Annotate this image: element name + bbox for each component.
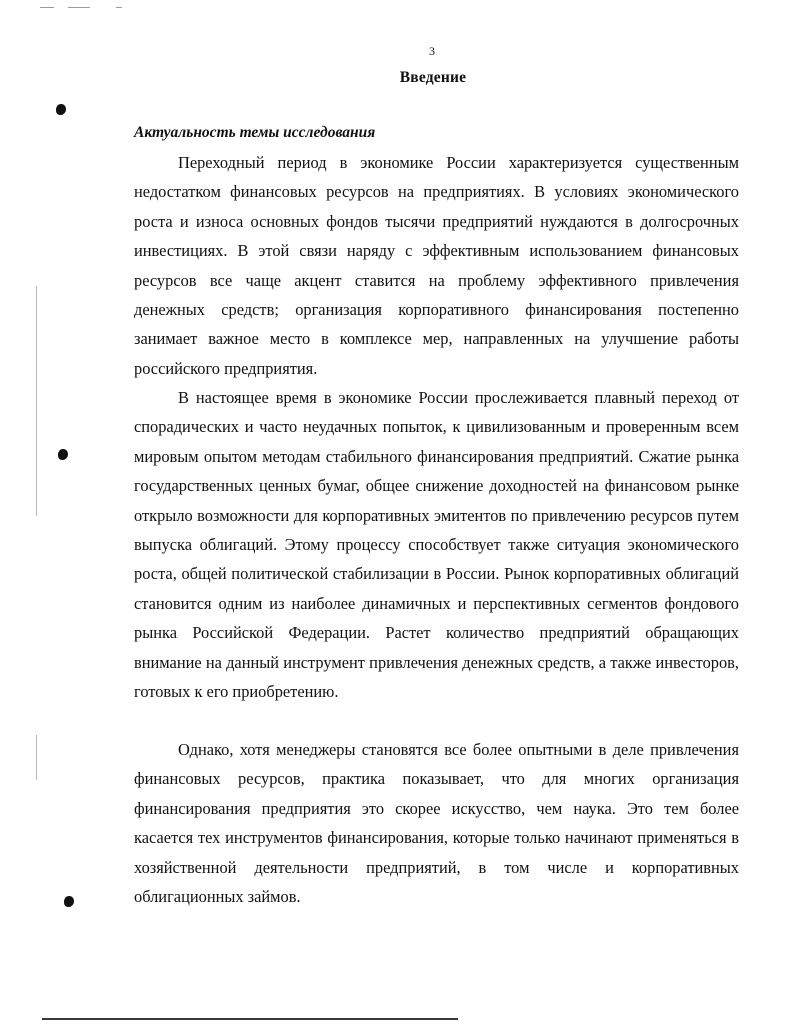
scan-mark [40, 7, 54, 8]
page-number: 3 [429, 44, 435, 58]
scan-mark [116, 7, 122, 8]
section-heading: Актуальность темы исследования [134, 124, 376, 141]
binder-hole-icon [56, 104, 66, 115]
scan-edge-line [36, 735, 37, 780]
bottom-rule [42, 1018, 458, 1020]
scan-mark [68, 7, 90, 8]
paragraph: Однако, хотя менеджеры становятся все более опытными в деле привлечения финансовых ресурсов, практика показывает, что для многих организация финансирования предприятия это скорее искусство, чем наука. Это тем более касается тех инструментов финансирования, которые только начинают применяться в хозяйственной деятельности предприятий, в том числе и корпоративных облигационных займов. [134, 740, 739, 907]
scan-edge-line [36, 286, 37, 516]
paragraph: Переходный период в экономике России характеризуется существенным недостатком финансовых ресурсов на предприятиях. В условиях экономического роста и износа основных фондов тысячи предприятий нуждаются в долгосрочных инвестициях. В этой связи наряду с эффективным использованием финансовых ресурсов все чаще акцент ставится на проблему эффективного привлечения денежных средств; организация корпоративного финансирования постепенно занимает важное место в комплексе мер, направленных на улучшение работы российского предприятия. [134, 153, 739, 378]
binder-hole-icon [64, 896, 74, 907]
page-title: Введение [399, 69, 467, 86]
binder-hole-icon [58, 449, 68, 460]
paragraph: В настоящее время в экономике России прослеживается плавный переход от спорадических и часто неудачных попыток, к цивилизованным и проверенным всем мировым опытом методам стабильного финансирования предприятий. Сжатие рынка государственных ценных бумаг, общее снижение доходностей на финансовом рынке открыло возможности для корпоративных эмитентов по привлечению ресурсов путем выпуска облигаций. Этому процессу способствует также ситуация экономического роста, общей политической стабилизации в России. Рынок корпоративных облигаций становится одним из наиболее динамичных и перспективных сегментов фондового рынка Российской Федерации. Растет количество предприятий обращающих внимание на данный инструмент привлечения денежных средств, а также инвесторов, готовых к его приобретению. [134, 388, 739, 702]
